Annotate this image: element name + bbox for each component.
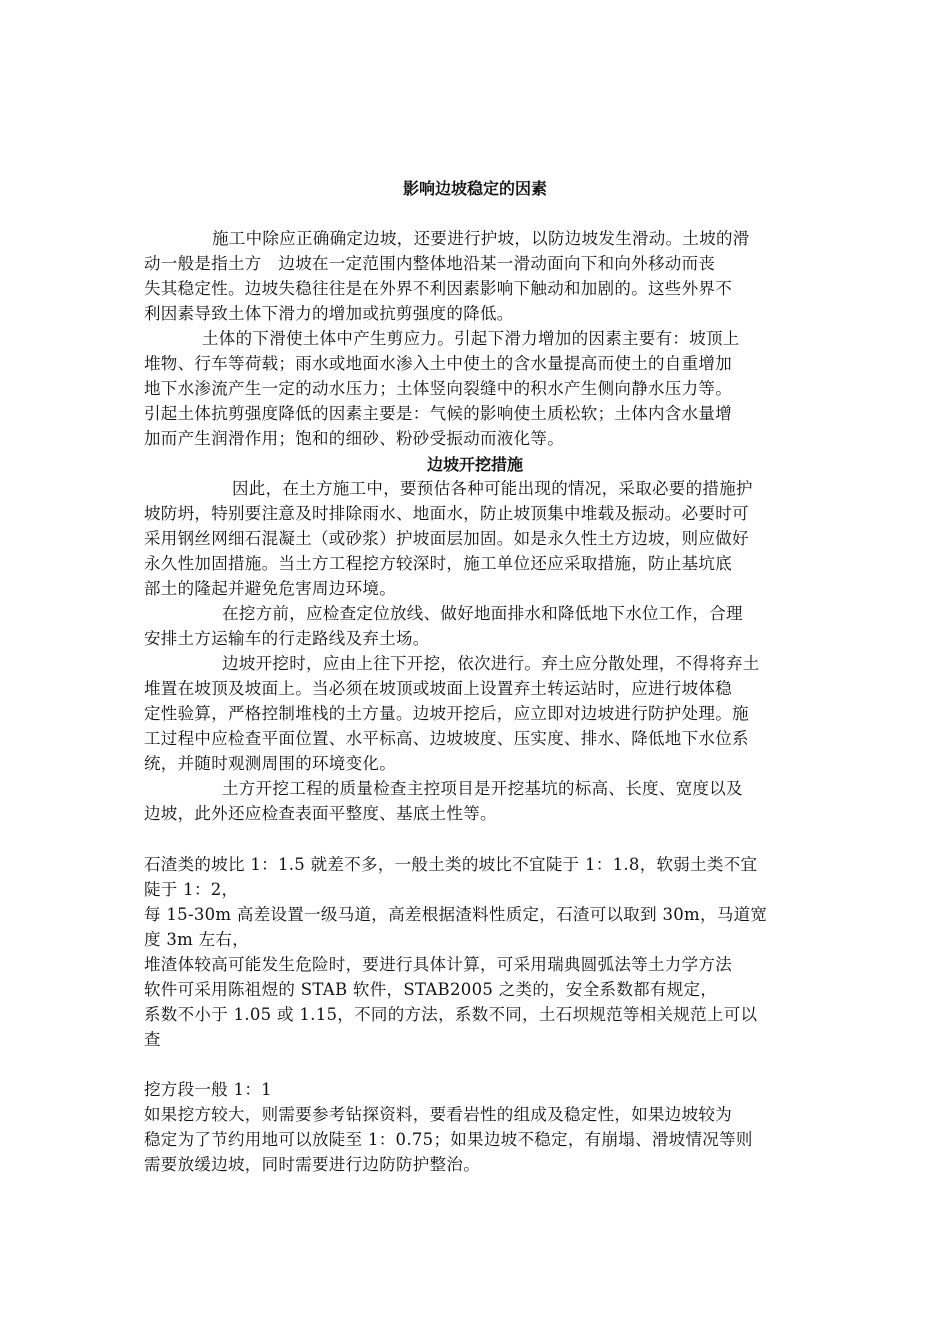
text-line: 土方开挖工程的质量检查主控项目是开挖基坑的标高、长度、宽度以及	[222, 779, 743, 798]
text-line: 加而产生润滑作用；饱和的细砂、粉砂受振动而液化等。	[144, 429, 564, 448]
text-line: 如果挖方较大，则需要参考钻探资料，要看岩性的组成及稳定性，如果边坡较为	[144, 1105, 732, 1124]
text-line: 每 15-30m 高差设置一级马道，高差根据渣料性质定，石渣可以取到 30m，马道宽	[144, 905, 768, 924]
text-line: 堆物、行车等荷载；雨水或地面水渗入土中使土的含水量提高而使土的自重增加	[144, 354, 732, 373]
text-line: 陡于 1：2，	[144, 880, 239, 899]
text-line: 土体的下滑使土体中产生剪应力。引起下滑力增加的因素主要有：坡顶上	[202, 329, 740, 348]
text-line: 引起土体抗剪强度降低的因素主要是：气候的影响使土质松软；土体内含水量增	[144, 404, 732, 423]
text-line: 系数不小于 1.05 或 1.15，不同的方法，系数不同，土石坝规范等相关规范上可以	[144, 1005, 758, 1024]
text-line: 安排土方运输车的行走路线及弃土场。	[144, 629, 430, 648]
text-line: 部土的隆起并避免危害周边环境。	[144, 579, 396, 598]
text-line: 需要放缓边坡，同时需要进行边防防护整治。	[144, 1155, 480, 1174]
text-line: 在挖方前，应检查定位放线、做好地面排水和降低地下水位工作，合理	[222, 604, 743, 623]
text-line: 边坡开挖时，应由上往下开挖，依次进行。弃土应分散处理，不得将弃土	[222, 654, 760, 673]
text-line: 度 3m 左右，	[144, 930, 250, 949]
text-line: 软件可采用陈祖煜的 STAB 软件，STAB2005 之类的，安全系数都有规定，	[144, 980, 718, 999]
text-line: 统，并随时观测周围的环境变化。	[144, 754, 396, 773]
text-line: 查	[144, 1030, 161, 1049]
text-line: 挖方段一般 1：1	[144, 1080, 272, 1099]
text-line: 永久性加固措施。当土方工程挖方较深时，施工单位还应采取措施，防止基坑底	[144, 554, 732, 573]
text-line: 坡防坍，特别要注意及时排除雨水、地面水，防止坡顶集中堆载及振动。必要时可	[144, 504, 749, 523]
text-line: 施工中除应正确确定边坡，还要进行护坡，以防边坡发生滑动。土坡的滑	[212, 229, 750, 248]
text-line: 堆置在坡顶及坡面上。当必须在坡顶或坡面上设置弃土转运站时，应进行坡体稳	[144, 679, 732, 698]
section-title: 边坡开挖措施	[426, 455, 523, 474]
text-line: 利因素导致土体下滑力的增加或抗剪强度的降低。	[144, 304, 514, 323]
text-line: 堆渣体较高可能发生危险时，要进行具体计算，可采用瑞典圆弧法等土力学方法	[144, 955, 732, 974]
text-line: 地下水渗流产生一定的动水压力；土体竖向裂缝中的积水产生侧向静水压力等。	[144, 379, 732, 398]
text-line: 采用钢丝网细石混凝土（或砂浆）护坡面层加固。如是永久性土方边坡，则应做好	[144, 529, 749, 548]
text-line: 失其稳定性。边坡失稳往往是在外界不利因素影响下触动和加剧的。这些外界不	[144, 279, 732, 298]
text-line: 因此，在土方施工中，要预估各种可能出现的情况，采取必要的措施护	[232, 479, 753, 498]
text-line: 工过程中应检查平面位置、水平标高、边坡坡度、压实度、排水、降低地下水位系	[144, 729, 749, 748]
page-title: 影响边坡稳定的因素	[402, 179, 547, 198]
text-line: 边坡，此外还应检查表面平整度、基底土性等。	[144, 804, 497, 823]
text-line: 稳定为了节约用地可以放陡至 1：0.75；如果边坡不稳定，有崩塌、滑坡情况等则	[144, 1130, 753, 1149]
text-line: 定性验算，严格控制堆栈的土方量。边坡开挖后，应立即对边坡进行防护处理。施	[144, 704, 749, 723]
text-line: 动一般是指土方 边坡在一定范围内整体地沿某一滑动面向下和向外移动而丧	[144, 254, 716, 273]
text-line: 石渣类的坡比 1：1.5 就差不多，一般土类的坡比不宜陡于 1：1.8，软弱土类不宜	[144, 855, 758, 874]
